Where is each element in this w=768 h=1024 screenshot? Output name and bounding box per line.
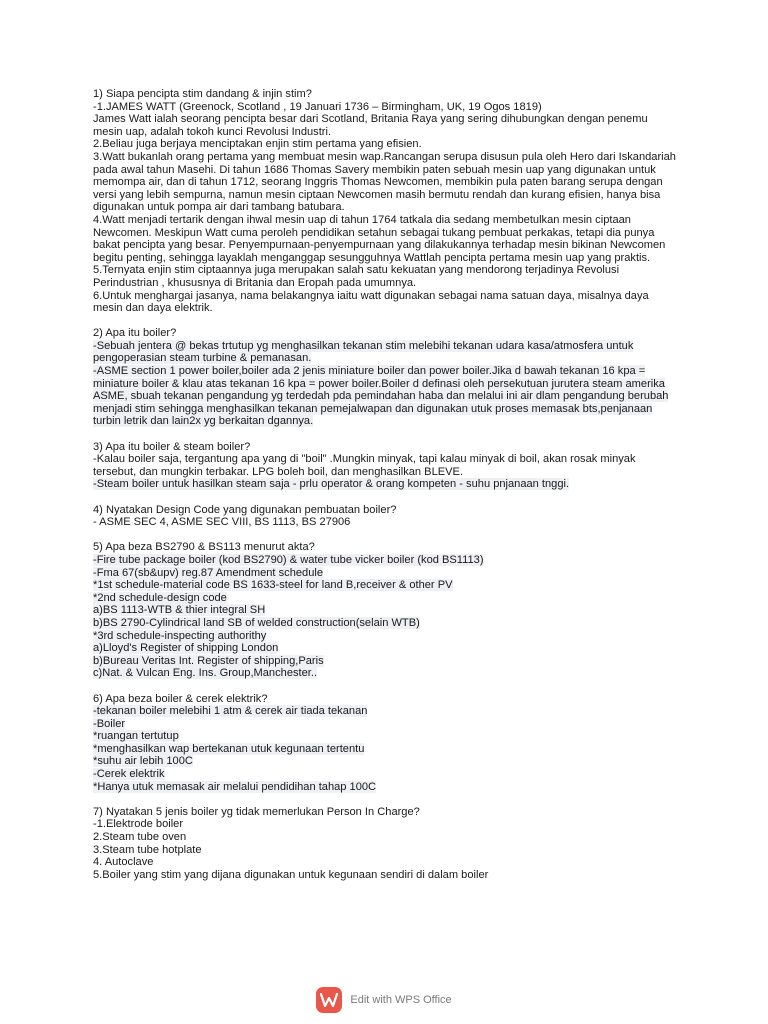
question-heading xyxy=(93,693,678,706)
wps-office-logo-icon xyxy=(316,987,342,1013)
line-text: -ASME section 1 power boiler,boiler ada 2 jenis miniature boiler dan power boiler.Jika d bawah tekanan 16 kpa = miniature boiler & klau atas tekanan 16 kpa = power boiler.Boiler d definasi oleh persekutuan jurutera steam amerika ASME, sbuah tekanan pengandung yg terdedah pda pemindahan haba dan melalui ini air dlam pengandung berubah menjadi stim sehingga menghasilkan tekanan pemejalwapan dan digunakan utuk proses memasak bts,penjanaan turbin letrik dan lain2x yg berkaitan dgannya. xyxy=(93,365,669,428)
line-text: 6.Untuk menghargai jasanya, nama belakangnya iaitu watt digunakan sebagai nama satuan daya, misalnya daya mesin dan daya elektrik. xyxy=(93,289,649,315)
line-text: *1st schedule-material code BS 1633-steel for land B,receiver & other PV xyxy=(93,579,453,592)
question-heading xyxy=(93,541,678,554)
answer-line xyxy=(93,138,678,151)
line-text: 3) Apa itu boiler & steam boiler? xyxy=(93,440,251,453)
qa-section xyxy=(93,504,678,529)
answer-line xyxy=(93,340,678,365)
wps-footer[interactable] xyxy=(0,986,768,1014)
line-text: *2nd schedule-design code xyxy=(93,591,227,604)
line-text: 5) Apa beza BS2790 & BS113 menurut akta? xyxy=(93,541,315,554)
answer-line xyxy=(93,554,678,567)
line-text: 5.Boiler yang stim yang dijana digunakan untuk kegunaan sendiri di dalam boiler xyxy=(93,868,489,881)
answer-line xyxy=(93,768,678,781)
answer-line xyxy=(93,151,678,214)
qa-section xyxy=(93,806,678,882)
answer-line xyxy=(93,831,678,844)
question-heading xyxy=(93,441,678,454)
answer-line xyxy=(93,579,678,592)
answer-line xyxy=(93,516,678,529)
question-heading xyxy=(93,806,678,819)
line-text: *Hanya utuk memasak air melalui pendidihan tahap 100C xyxy=(93,780,377,793)
line-text: 4) Nyatakan Design Code yang digunakan pembuatan boiler? xyxy=(93,503,397,516)
answer-line xyxy=(93,743,678,756)
line-text: a)BS 1113-WTB & thier integral SH xyxy=(93,604,266,617)
line-text: 2.Beliau juga berjaya menciptakan enjin stim pertama yang efisien. xyxy=(93,138,422,151)
line-text: -Kalau boiler saja, tergantung apa yang di "boil" .Mungkin minyak, tapi kalau minyak di boil, akan rosak minyak tersebut, dan mungkin terbakar. LPG boleh boil, dan menghasilkan BLEVE. xyxy=(93,453,636,478)
qa-section xyxy=(93,327,678,428)
answer-line xyxy=(93,101,678,114)
line-text: 7) Nyatakan 5 jenis boiler yg tidak memerlukan Person In Charge? xyxy=(93,805,420,818)
line-text: - ASME SEC 4, ASME SEC VIII, BS 1113, BS 27906 xyxy=(93,516,351,529)
answer-line xyxy=(93,818,678,831)
answer-line xyxy=(93,667,678,680)
line-text: -1.Elektrode boiler xyxy=(93,818,184,831)
answer-line xyxy=(93,290,678,315)
answer-line xyxy=(93,705,678,718)
line-text: James Watt ialah seorang pencipta besar dari Scotland, Britania Raya yang sering dihubungkan dengan penemu mesin uap, adalah tokoh kunci Revolusi Industri. xyxy=(93,113,648,138)
line-text: 2) Apa itu boiler? xyxy=(93,327,177,340)
qa-section xyxy=(93,441,678,491)
answer-line xyxy=(93,478,678,491)
answer-line xyxy=(93,718,678,731)
answer-line xyxy=(93,781,678,794)
line-text: a)Lloyd's Register of shipping London xyxy=(93,642,279,655)
edit-with-wps-link[interactable]: Edit with WPS Office xyxy=(350,994,452,1006)
answer-line xyxy=(93,856,678,869)
question-heading xyxy=(93,327,678,340)
line-text: 6) Apa beza boiler & cerek elektrik? xyxy=(93,692,268,705)
qa-section xyxy=(93,541,678,680)
qa-section xyxy=(93,693,678,794)
line-text: -tekanan boiler melebihi 1 atm & cerek air tiada tekanan xyxy=(93,705,368,718)
answer-line xyxy=(93,630,678,643)
answer-line xyxy=(93,604,678,617)
answer-line xyxy=(93,642,678,655)
line-text: -Fire tube package boiler (kod BS2790) & water tube vicker boiler (kod BS1113) xyxy=(93,553,484,566)
line-text: 5.Ternyata enjin stim ciptaannya juga merupakan salah satu kekuatan yang mendorong terjadinya Revolusi Perindustrian , khususnya di Britania dan Eropah pada umumnya. xyxy=(93,264,620,289)
line-text: -Boiler xyxy=(93,717,126,730)
answer-line xyxy=(93,592,678,605)
line-text: b)BS 2790-Cylindrical land SB of welded construction(selain WTB) xyxy=(93,616,420,629)
answer-line xyxy=(93,113,678,138)
line-text: -Cerek elektrik xyxy=(93,768,165,781)
answer-line xyxy=(93,567,678,580)
line-text: 2.Steam tube oven xyxy=(93,831,187,844)
line-text: -Fma 67(sb&upv) reg.87 Amendment schedule xyxy=(93,566,324,579)
line-text: -Sebuah jentera @ bekas trtutup yg menghasilkan tekanan stim melebihi tekanan udara kasa/atmosfera untuk pengoperasian steam turbine & pemanasan. xyxy=(93,339,634,365)
document-body xyxy=(93,88,678,894)
line-text: 3.Watt bukanlah orang pertama yang membuat mesin wap.Rancangan serupa disusun pula oleh Hero dari Iskandariah pada awal tahun Masehi. Di tahun 1686 Thomas Savery membikin paten sebuah mesin uap yang digunakan untuk memompa air, dan di tahun 1712, seorang Inggris Thomas Newcomen, membikin pula paten barang serupa dengan versi yang lebih sempurna, namun mesin ciptaan Newcomen masih bermutu rendah dan kurang efisien, hanya bisa digunakan untuk pompa air dari tambang batubara. xyxy=(93,150,676,214)
answer-line xyxy=(93,869,678,882)
answer-line xyxy=(93,844,678,857)
line-text: *3rd schedule-inspecting authorithy xyxy=(93,629,267,642)
line-text: c)Nat. & Vulcan Eng. Ins. Group,Manchester.. xyxy=(93,667,318,680)
line-text: 1) Siapa pencipta stim dandang & injin stim? xyxy=(93,88,312,100)
line-text: 4.Watt menjadi tertarik dengan ihwal mesin uap di tahun 1764 tatkala dia sedang membetulkan mesin ciptaan Newcomen. Meskipun Watt cuma peroleh pendidikan setahun sebagai tukang pembuat perkakas, tetapi dia punya bakat pencipta yang besar. Penyempurnaan-penyempurnaan yang dilakukannya terhadap mesin bikinan Newcomen begitu penting, sehingga layaklah menganggap sesungguhnya Wattlah pencipta pertama mesin uap yang praktis. xyxy=(93,213,666,264)
answer-line xyxy=(93,365,678,428)
line-text: -1.JAMES WATT (Greenock, Scotland , 19 Januari 1736 – Birmingham, UK, 19 Ogos 1819) xyxy=(93,100,542,113)
line-text: *ruangan tertutup xyxy=(93,730,179,743)
answer-line xyxy=(93,453,678,478)
line-text: 4. Autoclave xyxy=(93,856,154,869)
answer-line xyxy=(93,655,678,668)
question-heading xyxy=(93,88,678,101)
line-text: *suhu air lebih 100C xyxy=(93,755,193,768)
answer-line xyxy=(93,214,678,264)
answer-line xyxy=(93,264,678,289)
answer-line xyxy=(93,730,678,743)
line-text: 3.Steam tube hotplate xyxy=(93,843,202,856)
answer-line xyxy=(93,617,678,630)
line-text: b)Bureau Veritas Int. Register of shipping,Paris xyxy=(93,654,324,667)
line-text: -Steam boiler untuk hasilkan steam saja - prlu operator & orang kompeten - suhu pnjanaan tnggi. xyxy=(93,478,570,491)
answer-line xyxy=(93,755,678,768)
question-heading xyxy=(93,504,678,517)
qa-section xyxy=(93,88,678,315)
line-text: *menghasilkan wap bertekanan utuk kegunaan tertentu xyxy=(93,742,365,755)
